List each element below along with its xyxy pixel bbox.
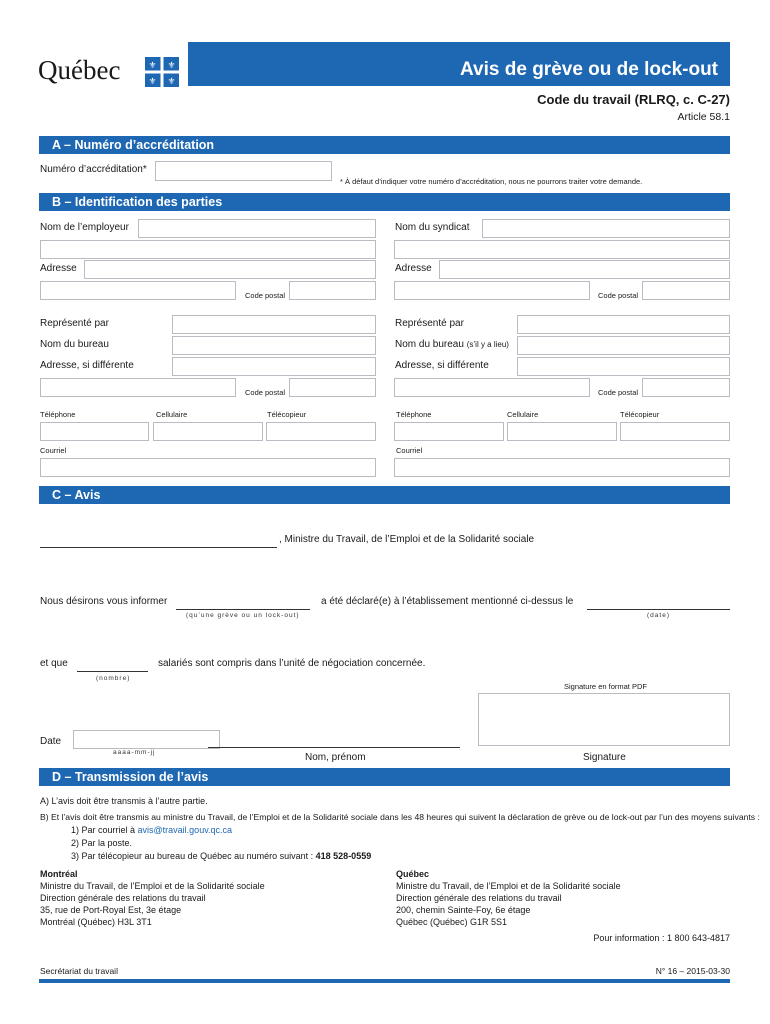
logo-text: Québec (38, 55, 121, 85)
quebec-city: Québec (396, 869, 430, 879)
svg-text:⚜: ⚜ (167, 77, 176, 87)
inform-text: Nous désirons vous informer (40, 596, 168, 607)
strike-hint: (qu’une grève ou un lock-out) (186, 612, 300, 619)
union-alt-address-input-2[interactable] (394, 378, 590, 397)
employer-cell-label: Cellulaire (156, 410, 188, 419)
name-label: Nom, prénom (305, 752, 366, 763)
employees-text: salariés sont compris dans l’unité de négociation concernée. (158, 658, 426, 669)
employer-name-input-2[interactable] (40, 240, 376, 259)
title-banner (188, 42, 730, 86)
employer-fax-label: Télécopieur (267, 410, 307, 419)
employee-count-line[interactable] (77, 671, 148, 672)
union-fax-input[interactable] (620, 422, 730, 441)
union-office-label-text: Nom du bureau (395, 339, 464, 350)
union-name-input[interactable] (482, 219, 730, 238)
and-that-text: et que (40, 658, 68, 669)
section-b-heading: B – Identification des parties (39, 193, 730, 211)
email-link[interactable]: avis@travail.gouv.qc.ca (137, 825, 233, 835)
item1-prefix: 1) Par courriel à (71, 825, 138, 835)
quebec-line1: Ministre du Travail, de l’Emploi et de la Solidarité sociale (396, 881, 621, 891)
declared-date-line[interactable] (587, 609, 730, 610)
footer-right: N° 16 – 2015-03-30 (655, 966, 730, 976)
employer-alt-address-label: Adresse, si différente (40, 360, 134, 371)
minister-text: , Ministre du Travail, de l’Emploi et de la Solidarité sociale (279, 534, 535, 545)
quebec-logo (38, 53, 178, 93)
date-input[interactable] (73, 730, 220, 749)
employer-postal2-label: Code postal (245, 388, 286, 397)
union-email-label: Courriel (396, 446, 423, 455)
date-format-hint: aaaa-mm-jj (113, 749, 156, 756)
union-postal-label: Code postal (598, 291, 639, 300)
employer-office-input[interactable] (172, 336, 376, 355)
date-label: Date (40, 736, 62, 747)
employer-email-input[interactable] (40, 458, 376, 477)
union-represented-label: Représenté par (395, 318, 464, 329)
employer-name-input[interactable] (138, 219, 376, 238)
transmission-line-a: A) L’avis doit être transmis à l’autre partie. (40, 796, 208, 806)
section-a-heading: A – Numéro d’accréditation (39, 136, 730, 154)
accreditation-input[interactable] (155, 161, 332, 181)
montreal-line3: 35, rue de Port-Royal Est, 3e étage (40, 905, 182, 915)
svg-text:⚜: ⚜ (167, 61, 176, 71)
strike-type-line[interactable] (176, 609, 310, 610)
montreal-address (40, 868, 265, 928)
pdf-signature-label: Signature en format PDF (564, 682, 647, 691)
union-postal2-label: Code postal (598, 388, 639, 397)
employer-address-label: Adresse (40, 263, 77, 274)
employer-name-label: Nom de l’employeur (40, 222, 129, 233)
montreal-line2: Direction générale des relations du travail (40, 893, 206, 903)
union-represented-input[interactable] (517, 315, 730, 334)
minister-name-line[interactable] (40, 547, 277, 548)
montreal-line4: Montréal (Québec) H3L 3T1 (40, 917, 152, 927)
union-cell-label: Cellulaire (507, 410, 539, 419)
signature-label: Signature (583, 752, 626, 763)
union-postal-input[interactable] (642, 281, 730, 300)
employer-address-input[interactable] (84, 260, 376, 279)
employer-phone-input[interactable] (40, 422, 149, 441)
svg-text:⚜: ⚜ (148, 77, 157, 87)
employer-alt-address-input[interactable] (172, 357, 376, 376)
accreditation-label: Numéro d’accréditation* (40, 164, 147, 175)
union-fax-label: Télécopieur (620, 410, 660, 419)
accreditation-warning: * À défaut d’indiquer votre numéro d’accréditation, nous ne pourrons traiter votre demande. (340, 177, 643, 186)
transmission-item-3 (71, 851, 371, 861)
fax-number: 418 528-0559 (315, 851, 372, 861)
employer-postal-label: Code postal (245, 291, 286, 300)
employer-represented-input[interactable] (172, 315, 376, 334)
page-title: Avis de grève ou de lock-out (460, 59, 718, 80)
union-postal2-input[interactable] (642, 378, 730, 397)
union-address-label: Adresse (395, 263, 432, 274)
item3-prefix: 3) Par télécopieur au bureau de Québec au numéro suivant : (71, 851, 316, 861)
section-d-heading: D – Transmission de l’avis (39, 768, 730, 786)
number-hint: (nombre) (96, 675, 131, 682)
footer-rule (39, 979, 730, 983)
transmission-line-b: B) Et l’avis doit être transmis au ministre du Travail, de l’Emploi et de la Solidarité sociale dans les 48 heures qui suivent la déclaration de grève ou de lock-out par l’un des moyens suivants : (40, 812, 760, 822)
union-phone-label: Téléphone (396, 410, 432, 419)
footer-left: Secrétariat du travail (40, 966, 118, 976)
union-office-input[interactable] (517, 336, 730, 355)
montreal-line1: Ministre du Travail, de l’Emploi et de la Solidarité sociale (40, 881, 265, 891)
employer-represented-label: Représenté par (40, 318, 109, 329)
quebec-line3: 200, chemin Sainte-Foy, 6e étage (396, 905, 531, 915)
employer-fax-input[interactable] (266, 422, 376, 441)
employer-alt-address-input-2[interactable] (40, 378, 236, 397)
employer-phone-label: Téléphone (40, 410, 76, 419)
union-alt-address-label: Adresse, si différente (395, 360, 489, 371)
employer-cell-input[interactable] (153, 422, 263, 441)
pdf-signature-box[interactable] (478, 693, 730, 746)
date-hint: (date) (647, 612, 670, 619)
union-address-input-2[interactable] (394, 281, 590, 300)
union-alt-address-input[interactable] (517, 357, 730, 376)
employer-office-label: Nom du bureau (40, 339, 109, 350)
employer-email-label: Courriel (40, 446, 67, 455)
union-phone-input[interactable] (394, 422, 504, 441)
montreal-city: Montréal (40, 869, 78, 879)
quebec-address (396, 868, 621, 928)
transmission-item-1 (71, 825, 232, 835)
quebec-line4: Québec (Québec) G1R 5S1 (396, 917, 508, 927)
union-office-label (395, 339, 509, 350)
union-email-input[interactable] (394, 458, 730, 477)
article-reference: Article 58.1 (677, 111, 730, 123)
union-name-input-2[interactable] (394, 240, 730, 259)
transmission-item-2: 2) Par la poste. (71, 838, 133, 848)
union-office-note: (s’il y a lieu) (466, 340, 509, 349)
law-reference: Code du travail (RLRQ, c. C-27) (537, 92, 730, 107)
union-cell-input[interactable] (507, 422, 617, 441)
union-name-label: Nom du syndicat (395, 222, 470, 233)
quebec-flag-icon (145, 57, 179, 87)
info-phone: Pour information : 1 800 643-4817 (593, 933, 730, 943)
section-c-heading: C – Avis (39, 486, 730, 504)
declared-text: a été déclaré(e) à l’établissement mentionné ci-dessus le (321, 596, 574, 607)
union-address-input[interactable] (439, 260, 730, 279)
employer-address-input-2[interactable] (40, 281, 236, 300)
name-line[interactable] (208, 747, 460, 748)
employer-postal2-input[interactable] (289, 378, 376, 397)
quebec-line2: Direction générale des relations du travail (396, 893, 562, 903)
svg-text:⚜: ⚜ (148, 61, 157, 71)
employer-postal-input[interactable] (289, 281, 376, 300)
